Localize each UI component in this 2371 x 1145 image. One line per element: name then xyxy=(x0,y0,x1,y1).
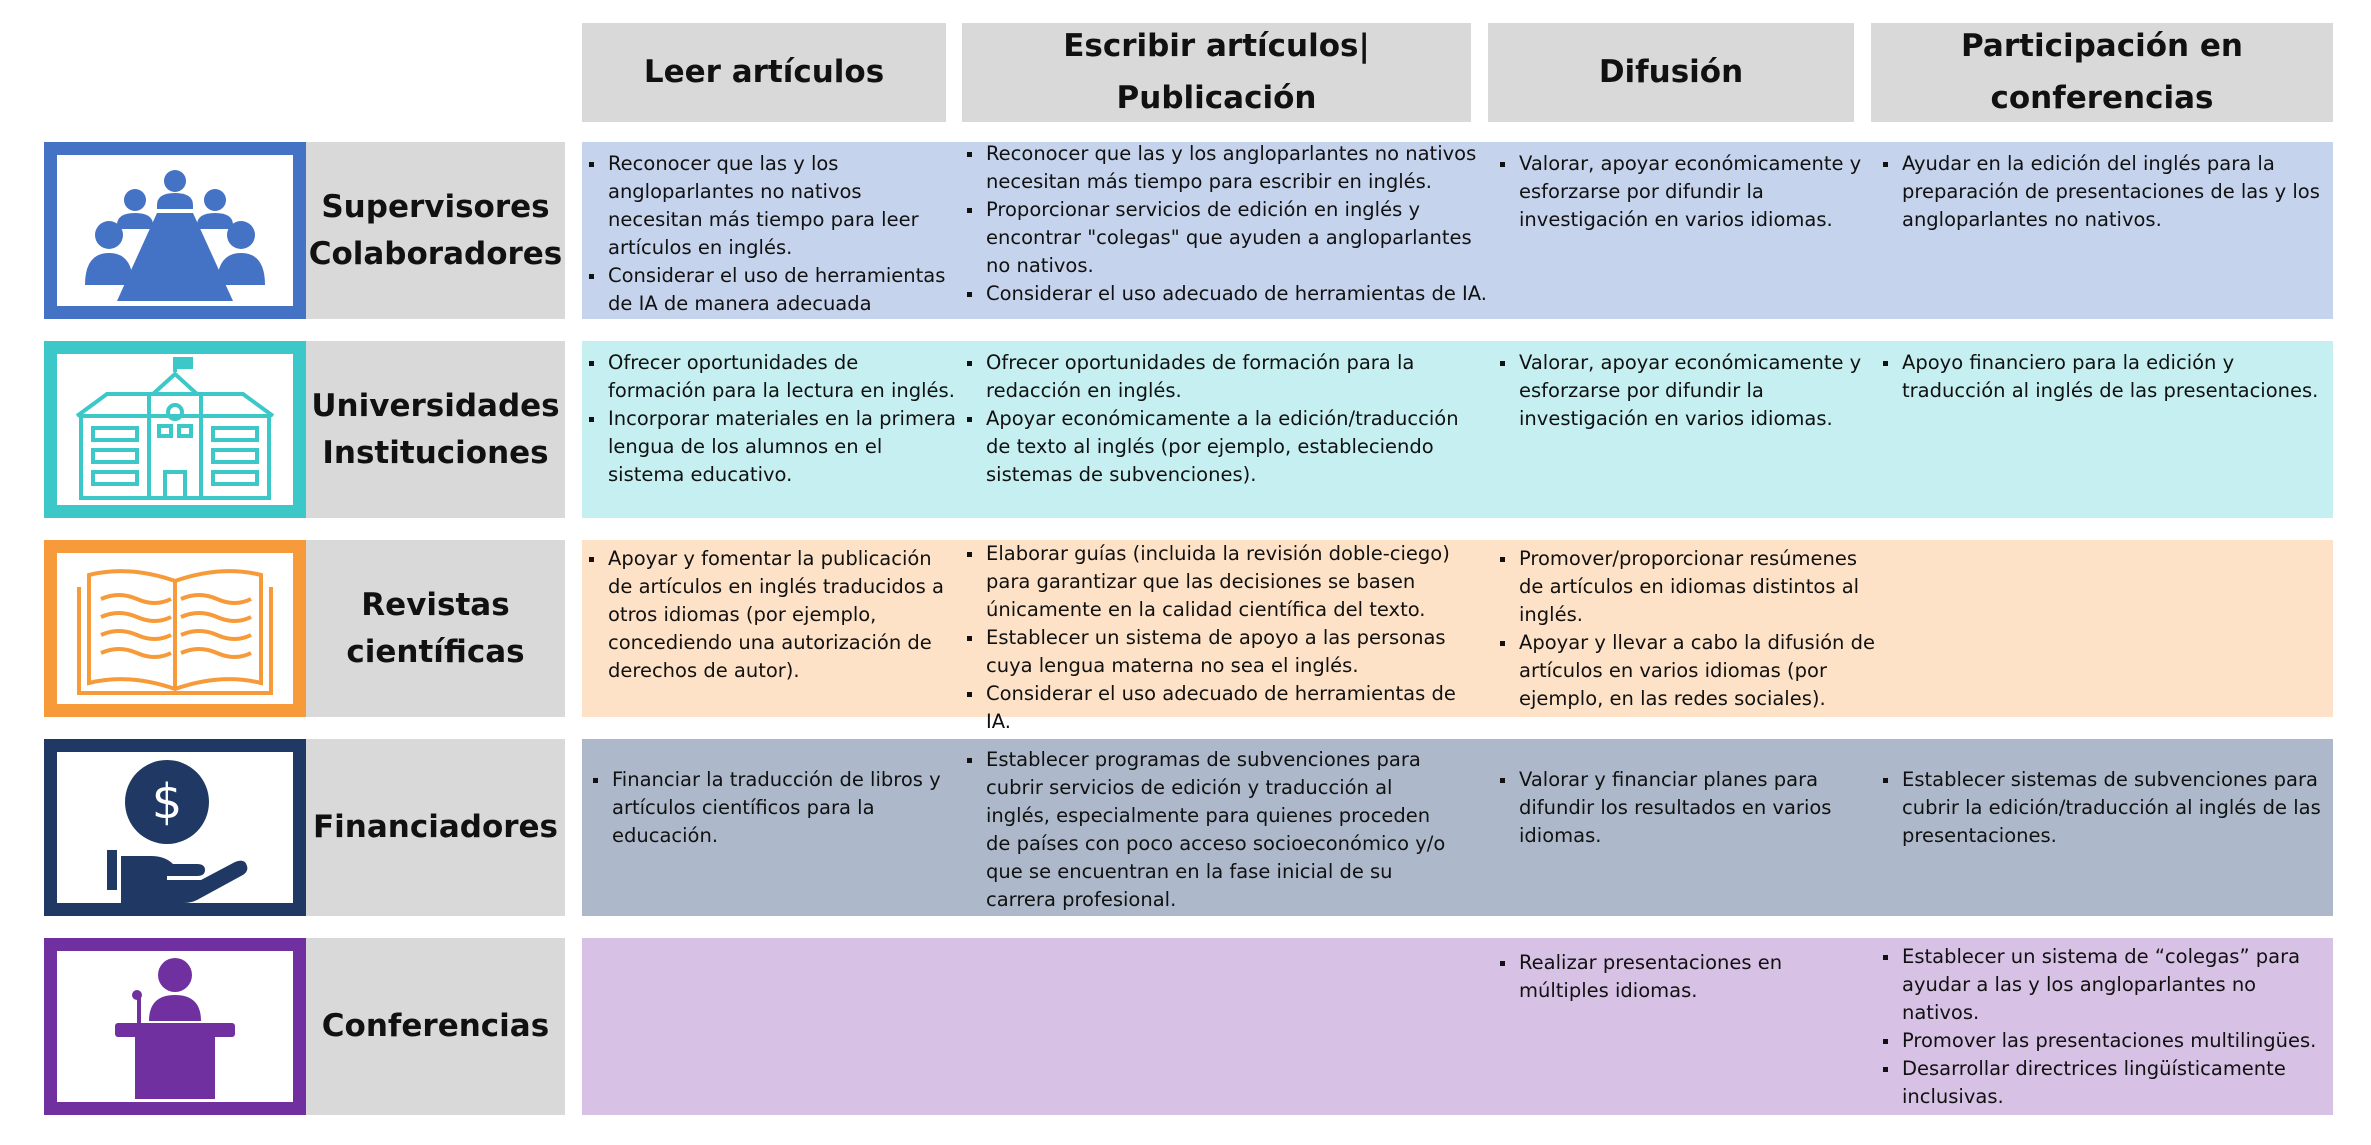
row-label-conferencias: Conferencias xyxy=(306,938,565,1115)
conferencias-icon-frame xyxy=(44,938,306,1115)
podium-speaker-icon xyxy=(57,951,293,1102)
list-item: Valorar, apoyar económicamente y esforzarse por difundir la investigación en varios idiomas. xyxy=(1497,150,1865,234)
list-item: Apoyar y fomentar la publicación de artículos en inglés traducidos a otros idiomas (por ejemplo, concediendo una autorización de derechos de autor). xyxy=(586,545,956,685)
cell-universidades-escribir xyxy=(964,349,1464,489)
financiadores-icon-frame xyxy=(44,739,306,916)
header-difusion: Difusión xyxy=(1488,23,1854,122)
cell-financiadores-escribir xyxy=(964,746,1454,914)
list-item: Proporcionar servicios de edición en inglés y encontrar "colegas" que ayuden a angloparlantes no nativos. xyxy=(964,196,1490,280)
list-item: Apoyar económicamente a la edición/traducción de texto al inglés (por ejemplo, estableciendo sistemas de subvenciones). xyxy=(964,405,1464,489)
header-leer: Leer artículos xyxy=(582,23,946,122)
list-item: Elaborar guías (incluida la revisión doble-ciego) para garantizar que las decisiones se basen únicamente en la calidad científica del texto. xyxy=(964,540,1484,624)
universidades-icon-frame xyxy=(44,341,306,518)
list-item: Desarrollar directrices lingüísticamente inclusivas. xyxy=(1880,1055,2330,1111)
row-label-universidades: Universidades Instituciones xyxy=(306,341,565,518)
cell-supervisores-leer xyxy=(586,150,956,318)
list-item: Ofrecer oportunidades de formación para la lectura en inglés. xyxy=(586,349,956,405)
list-item: Valorar y financiar planes para difundir los resultados en varios idiomas. xyxy=(1497,766,1857,850)
list-item: Considerar el uso adecuado de herramientas de IA. xyxy=(964,680,1484,736)
list-item: Apoyar y llevar a cabo la difusión de artículos en varios idiomas (por ejemplo, en las redes sociales). xyxy=(1497,629,1879,713)
cell-universidades-conferencias xyxy=(1880,349,2328,405)
cell-revistas-leer xyxy=(586,545,956,685)
cell-financiadores-difusion xyxy=(1497,766,1857,850)
revistas-icon-frame xyxy=(44,540,306,717)
meeting-table-icon xyxy=(57,155,293,306)
list-item: Reconocer que las y los angloparlantes no nativos necesitan más tiempo para leer artículos en inglés. xyxy=(586,150,956,262)
list-item: Ofrecer oportunidades de formación para la redacción en inglés. xyxy=(964,349,1464,405)
list-item: Considerar el uso adecuado de herramientas de IA. xyxy=(964,280,1490,308)
list-item: Financiar la traducción de libros y artículos científicos para la educación. xyxy=(590,766,956,850)
list-item: Establecer sistemas de subvenciones para cubrir la edición/traducción al inglés de las presentaciones. xyxy=(1880,766,2328,850)
cell-universidades-difusion xyxy=(1497,349,1865,433)
cell-financiadores-leer xyxy=(590,766,956,850)
svg-text:$: $ xyxy=(151,774,183,830)
list-item: Establecer programas de subvenciones para cubrir servicios de edición y traducción al inglés, especialmente para quienes proceden de países con poco acceso socioeconómico y/o que se encuentran en la fase inicial de su carrera profesional. xyxy=(964,746,1454,914)
list-item: Ayudar en la edición del inglés para la preparación de presentaciones de las y los angloparlantes no nativos. xyxy=(1880,150,2328,234)
list-item: Establecer un sistema de “colegas” para ayudar a las y los angloparlantes no nativos. xyxy=(1880,943,2330,1027)
row-label-revistas: Revistas científicas xyxy=(306,540,565,717)
header-escribir: Escribir artículos| Publicación xyxy=(962,23,1471,122)
cell-supervisores-conferencias xyxy=(1880,150,2328,234)
row-label-supervisores: Supervisores Colaboradores xyxy=(306,142,565,319)
row-label-financiadores: Financiadores xyxy=(306,739,565,916)
cell-revistas-escribir xyxy=(964,540,1484,736)
list-item: Incorporar materiales en la primera lengua de los alumnos en el sistema educativo. xyxy=(586,405,956,489)
dollar-hand-icon xyxy=(57,752,293,903)
list-item: Promover/proporcionar resúmenes de artículos en idiomas distintos al inglés. xyxy=(1497,545,1879,629)
cell-financiadores-conferencias xyxy=(1880,766,2328,850)
list-item: Considerar el uso de herramientas de IA de manera adecuada xyxy=(586,262,956,318)
cell-revistas-difusion xyxy=(1497,545,1879,713)
list-item: Realizar presentaciones en múltiples idiomas. xyxy=(1497,949,1827,1005)
list-item: Apoyo financiero para la edición y traducción al inglés de las presentaciones. xyxy=(1880,349,2328,405)
open-book-icon xyxy=(57,553,293,704)
list-item: Valorar, apoyar económicamente y esforzarse por difundir la investigación en varios idiomas. xyxy=(1497,349,1865,433)
cell-universidades-leer xyxy=(586,349,956,489)
school-building-icon xyxy=(57,354,293,505)
cell-conferencias-conferencias xyxy=(1880,943,2330,1111)
cell-supervisores-escribir xyxy=(964,140,1490,308)
header-conferencias: Participación en conferencias xyxy=(1871,23,2333,122)
list-item: Promover las presentaciones multilingües. xyxy=(1880,1027,2330,1055)
supervisores-icon-frame xyxy=(44,142,306,319)
cell-supervisores-difusion xyxy=(1497,150,1865,234)
list-item: Establecer un sistema de apoyo a las personas cuya lengua materna no sea el inglés. xyxy=(964,624,1484,680)
cell-conferencias-difusion xyxy=(1497,949,1827,1005)
list-item: Reconocer que las y los angloparlantes no nativos necesitan más tiempo para escribir en inglés. xyxy=(964,140,1490,196)
